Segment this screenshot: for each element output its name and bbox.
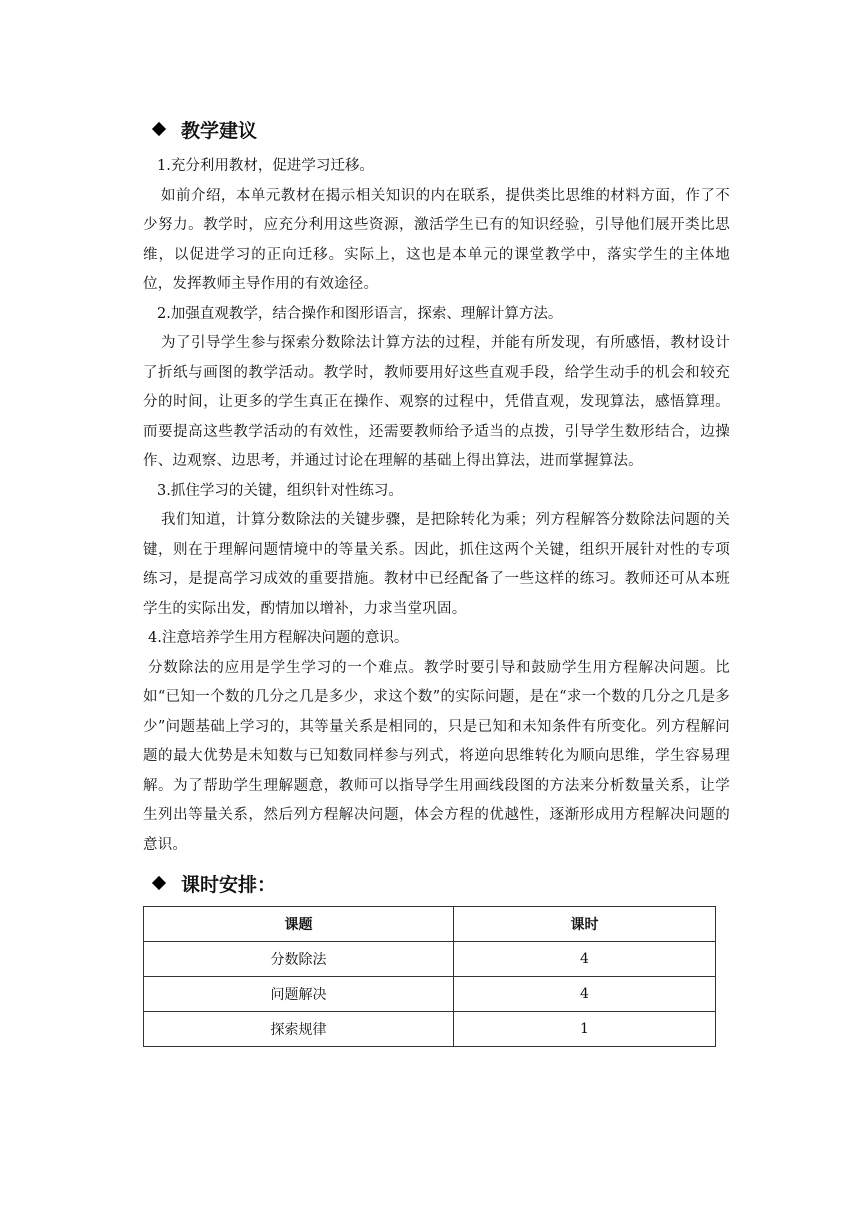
table-cell-topic: 问题解决 [144,977,454,1012]
column-header-topic: 课题 [144,907,454,942]
item-title-1: 1.充分利用教材，促进学习迁移。 [157,158,374,174]
document-page [143,112,730,1047]
table-row [144,942,716,977]
schedule-table [143,906,716,1047]
item-body-3: 我们知道，计算分数除法的关键步骤，是把除转化为乘；列方程解答分数除法问题的关键，则在于理解问题情境中的等量关系。因此，抓住这两个关键，组织开展针对性的专项练习，是提高学习成效的重要措施。教材中已经配备了一些这样的练习。教师还可从本班学生的实际出发，酌情加以增补，力求当堂巩固。 [143,512,730,617]
item-body-4: 分数除法的应用是学生学习的一个难点。教学时要引导和鼓励学生用方程解决问题。比如“已知一个数的几分之几是多少，求这个数”的实际问题，是在“求一个数的几分之几是多少”问题基础上学习的，其等量关系是相同的，只是已知和未知条件有所变化。列方程解问题的最大优势是未知数与已知数同样参与列式，将逆向思维转化为顺向思维，学生容易理解。为了帮助学生理解题意，教师可以指导学生用画线段图的方法来分析数量关系，让学生列出等量关系，然后列方程解决问题，体会方程的优越性，逐渐形成用方程解决问题的意识。 [143,659,730,853]
item-title-3: 3.抓住学习的关键，组织针对性练习。 [157,482,403,499]
item-body-1: 如前介绍，本单元教材在揭示相关知识的内在联系，提供类比思维的材料方面，作了不少努力。教学时，应充分利用这些资源，激活学生已有的知识经验，引导他们展开类比思维，以促进学习的正向迁移。实际上，这也是本单元的课堂教学中，落实学生的主体地位，发挥教师主导作用的有效途径。 [143,187,730,292]
table-cell-topic: 探索规律 [144,1012,454,1047]
item-title-2: 2.加强直观教学，结合操作和图形语言，探索、理解计算方法。 [157,305,563,322]
section-heading-teaching-suggestions [151,112,730,146]
table-cell-periods: 4 [454,977,716,1012]
table-cell-topic: 分数除法 [144,942,454,977]
diamond-bullet-icon [152,876,166,890]
item-body-2: 为了引导学生参与探索分数除法计算方法的过程，并能有所发现，有所感悟，教材设计了折纸与画图的教学活动。教学时，教师要用好这些直观手段，给学生动手的机会和较充分的时间，让更多的学生真正在操作、观察的过程中，凭借直观，发现算法，感悟算理。而要提高这些教学活动的有效性，还需要教师给予适当的点拨，引导学生数形结合，边操作、边观察、边思考，并通过讨论在理解的基础上得出算法，进而掌握算法。 [143,335,730,469]
item-title-4: 4.注意培养学生用方程解决问题的意识。 [148,630,409,646]
table-cell-periods: 1 [454,1012,716,1047]
section-title: 课时安排： [181,873,277,896]
column-header-periods: 课时 [454,907,716,942]
table-row [144,977,716,1012]
section-title: 教学建议 [181,119,258,142]
table-header-row [144,907,716,942]
table-row [144,1012,716,1047]
diamond-bullet-icon [152,122,166,136]
section-heading-schedule [151,866,730,900]
table-cell-periods: 4 [454,942,716,977]
